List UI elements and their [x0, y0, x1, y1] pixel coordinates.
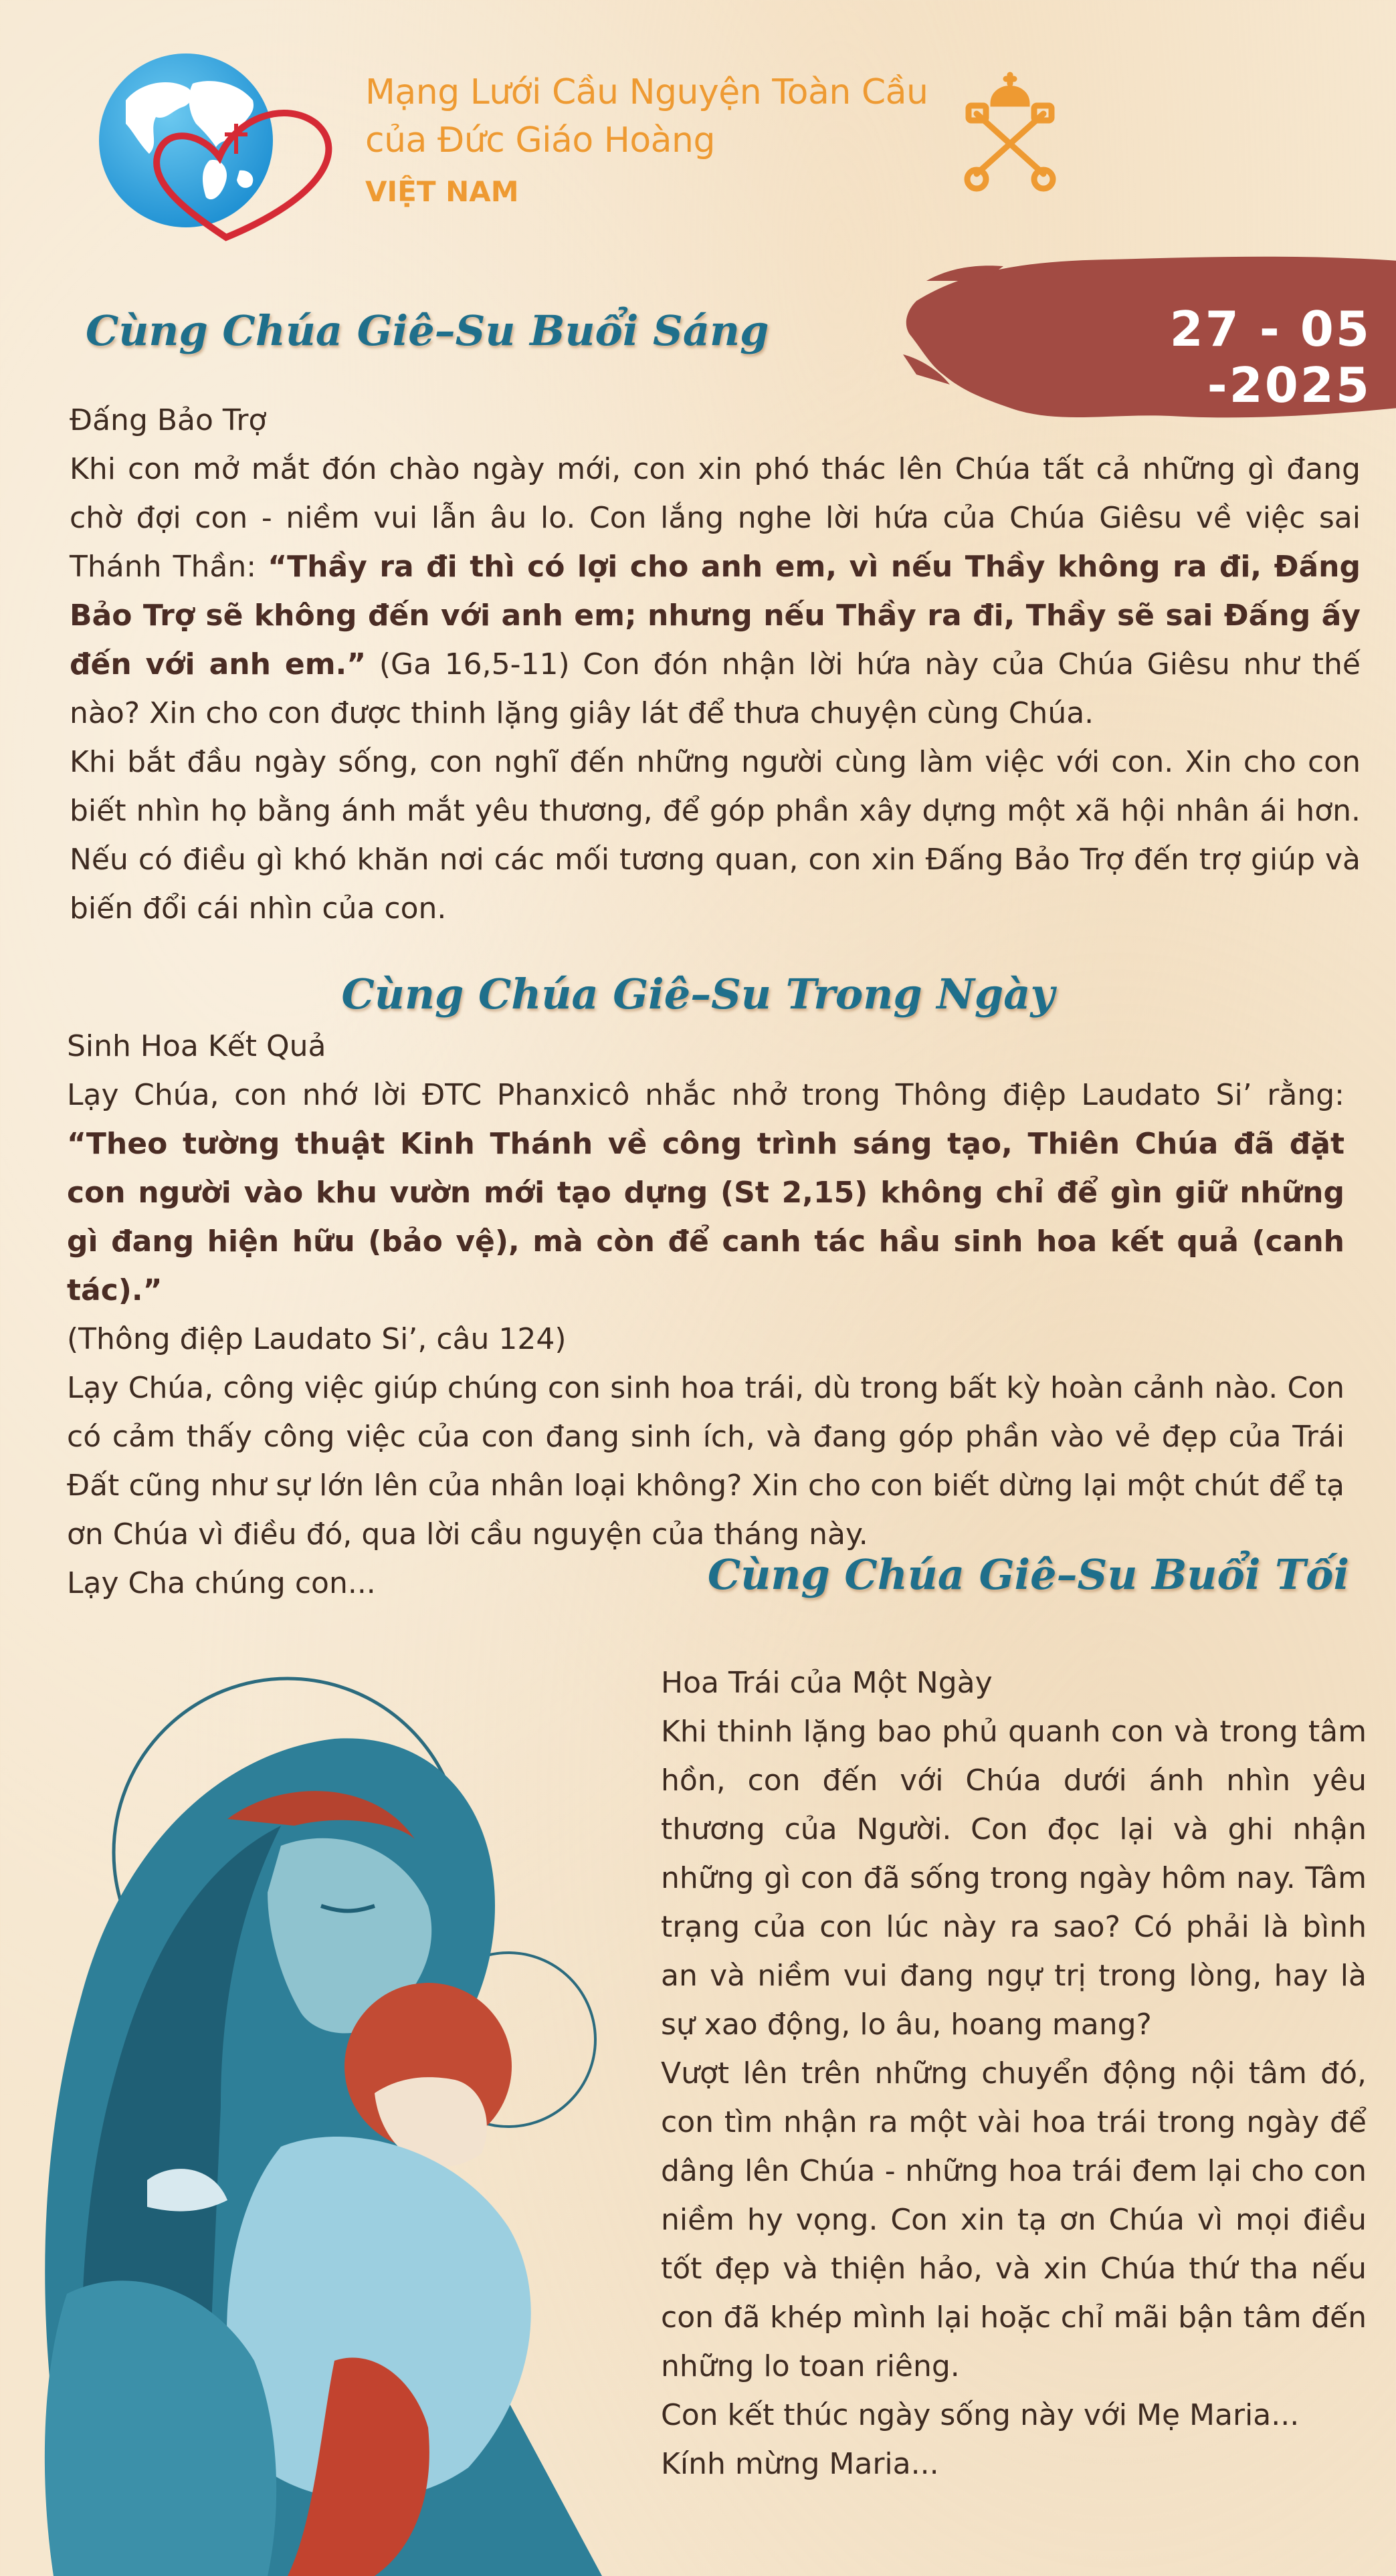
org-name-line2: của Đức Giáo Hoàng — [365, 120, 716, 160]
morning-subtitle: Đấng Bảo Trợ — [70, 403, 267, 437]
day-encyclical-quote: “Theo tường thuật Kinh Thánh về công trình sáng tạo, Thiên Chúa đã đặt con người vào khu vườn mới tạo dựng (St 2,15) không chỉ để gìn giữ những gì đang hiện hữu (bảo vệ), mà còn để canh tác hầu sinh hoa kết quả (canh tác).” — [67, 1127, 1344, 1307]
org-country: VIỆT NAM — [365, 175, 519, 208]
org-name-line1: Mạng Lưới Cầu Nguyện Toàn Cầu — [365, 72, 928, 112]
evening-title: Cùng Chúa Giê–Su Buổi Tối — [707, 1550, 1349, 1599]
day-p1-intro: Lạy Chúa, con nhớ lời ĐTC Phanxicô nhắc nhở trong Thông điệp Laudato Si’ rằng: — [67, 1078, 1344, 1112]
day-paragraph-2: Lạy Chúa, công việc giúp chúng con sinh hoa trái, dù trong bất kỳ hoàn cảnh nào. Con có cảm thấy công việc của con đang sinh ích, và đang góp phần vào vẻ đẹp của Trái Đất cũng như sự lớn lên của nhân loại không? Xin cho con biết dừng lại một chút để tạ ơn Chúa vì điều đó, qua lời cầu nguyện của tháng này. — [67, 1371, 1344, 1551]
day-subtitle: Sinh Hoa Kết Quả — [67, 1029, 326, 1063]
morning-title: Cùng Chúa Giê–Su Buổi Sáng — [86, 306, 769, 355]
morning-paragraph-1 — [70, 445, 1361, 738]
evening-paragraph-2: Vượt lên trên những chuyển động nội tâm đó, con tìm nhận ra một vài hoa trái trong ngày để dâng lên Chúa - những hoa trái đem lại cho con niềm hy vọng. Con xin tạ ơn Chúa vì mọi điều tốt đẹp và thiện hảo, và xin Chúa thứ tha nếu con đã khép mình lại hoặc chỉ mãi bận tâm đến những lo toan riêng. — [661, 2056, 1367, 2383]
morning-paragraph-2: Khi bắt đầu ngày sống, con nghĩ đến những người cùng làm việc với con. Xin cho con biết nhìn họ bằng ánh mắt yêu thương, để góp phần xây dựng một xã hội nhân ái hơn. Nếu có điều gì khó khăn nơi các mối tương quan, con xin Đấng Bảo Trợ đến trợ giúp và biến đổi cái nhìn của con. — [70, 745, 1361, 926]
date-label: 27 - 05 -2025 — [1169, 301, 1371, 413]
mary-and-child-illustration — [0, 1625, 642, 2576]
evening-paragraph-4: Kính mừng Maria... — [661, 2447, 939, 2481]
morning-p1-intro: Khi con mở mắt đón chào ngày mới, con xin phó thác lên Chúa tất cả những gì đang chờ đợi con - niềm vui lẫn âu lo. Con lắng nghe lời hứa của Chúa Giêsu về việc sai Thánh Thần: — [70, 452, 1361, 584]
morning-p1-rest: (Ga 16,5-11) Con đón nhận lời hứa này của Chúa Giêsu như thế nào? Xin cho con được thinh lặng giây lát để thưa chuyện cùng Chúa. — [70, 647, 1361, 730]
evening-section — [661, 1658, 1367, 2488]
day-paragraph-3: Lạy Cha chúng con... — [67, 1566, 376, 1600]
evening-paragraph-1: Khi thinh lặng bao phủ quanh con và trong tâm hồn, con đến với Chúa dưới ánh nhìn yêu thương của Người. Con đọc lại và ghi nhận những gì con đã sống trong ngày hôm nay. Tâm trạng của con lúc này ra sao? Có phải là bình an và niềm vui đang ngự trị trong lòng, hay là sự xao động, lo âu, hoang mang? — [661, 1715, 1367, 2042]
morning-section — [70, 396, 1361, 933]
morning-scripture-quote: “Thầy ra đi thì có lợi cho anh em, vì nếu Thầy không ra đi, Đấng Bảo Trợ sẽ không đến với anh em; nhưng nếu Thầy ra đi, Thầy sẽ sai Đấng ấy đến với anh em.” — [70, 550, 1361, 681]
day-section — [67, 1022, 1344, 1608]
globe-heart-logo — [86, 37, 353, 257]
day-quote-reference: (Thông điệp Laudato Si’, câu 124) — [67, 1322, 567, 1356]
evening-paragraph-3: Con kết thúc ngày sống này với Mẹ Maria... — [661, 2398, 1300, 2432]
day-paragraph-1 — [67, 1071, 1344, 1315]
evening-subtitle: Hoa Trái của Một Ngày — [661, 1666, 993, 1700]
day-title: Cùng Chúa Giê–Su Trong Ngày — [341, 970, 1055, 1018]
papal-keys-icon — [957, 67, 1064, 194]
